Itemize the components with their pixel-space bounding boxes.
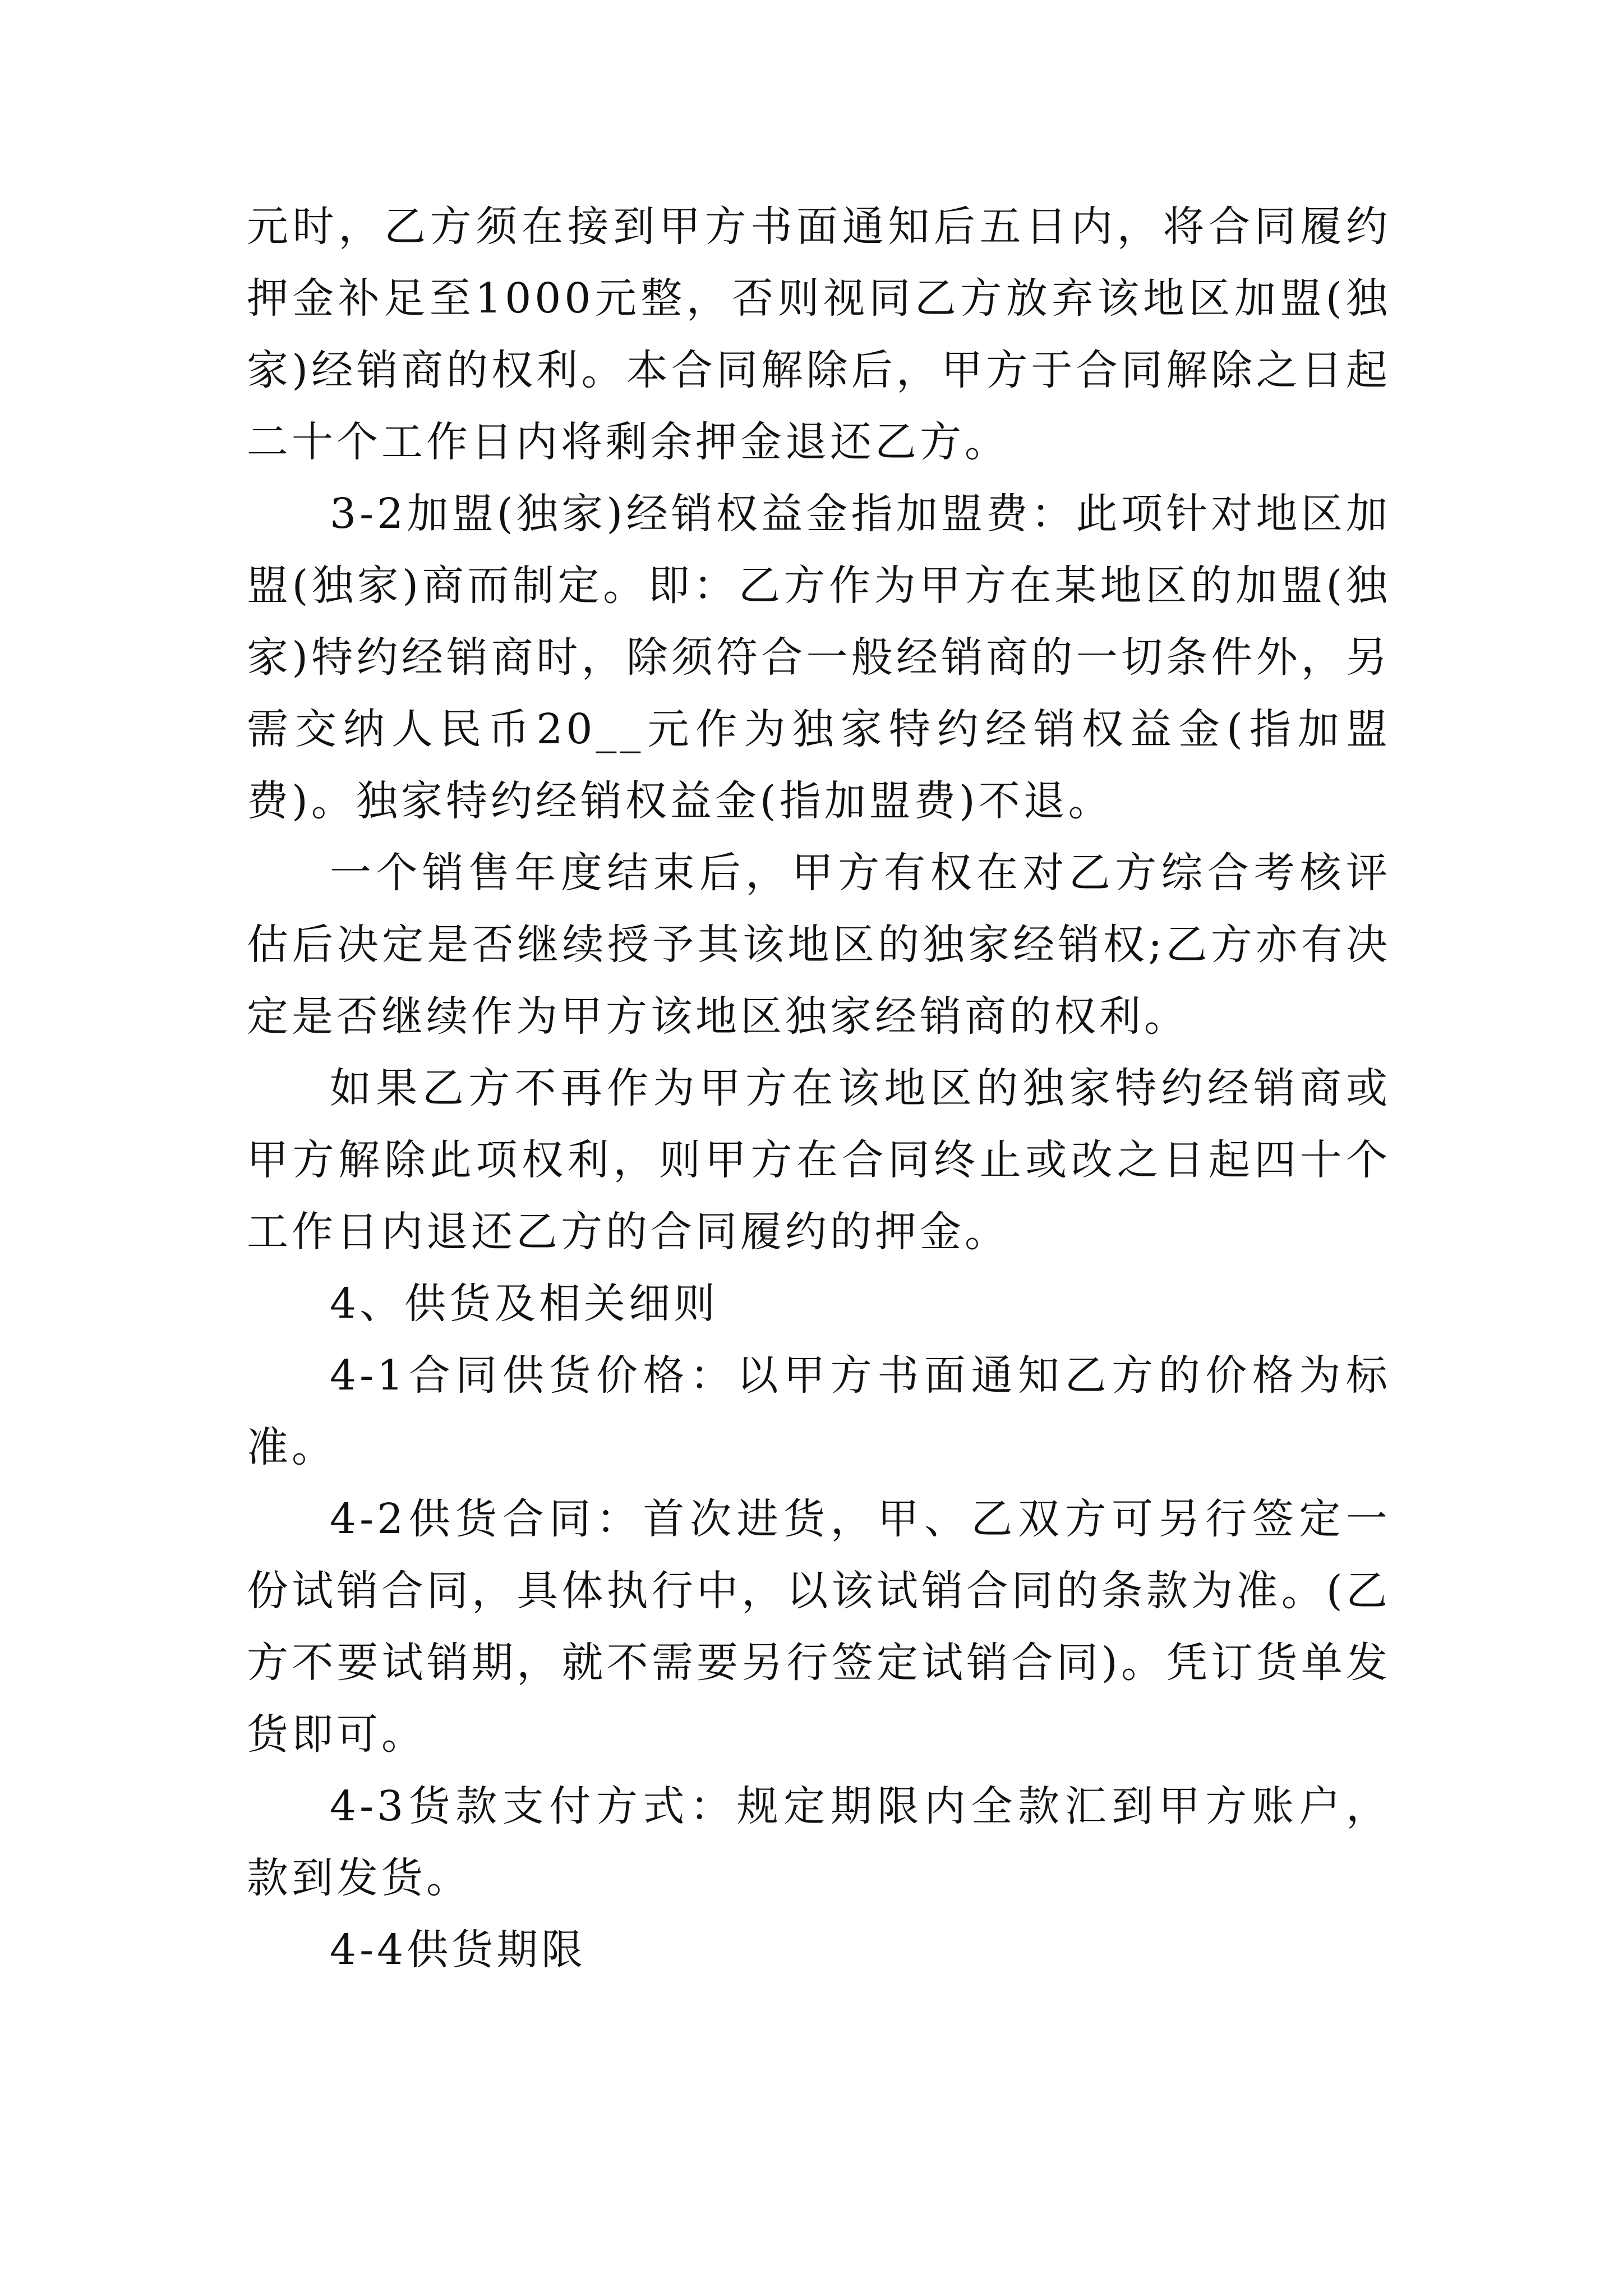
paragraph-payment-method: 4-3货款支付方式：规定期限内全款汇到甲方账户，款到发货。 (247, 1782, 1391, 1902)
paragraph-deposit-continuation: 元时，乙方须在接到甲方书面通知后五日内，将合同履约押金补足至1000元整，否则视同乙方放弃该地区加盟(独家)经销商的权利。本合同解除后，甲方于合同解除之日起二十个工作日内将剩余押金退还乙方。 (247, 203, 1391, 466)
paragraph-franchise-fee: 3-2加盟(独家)经销权益金指加盟费：此项针对地区加盟(独家)商而制定。即：乙方作为甲方在某地区的加盟(独家)特约经销商时，除须符合一般经销商的一切条件外，另需交纳人民币20__元作为独家特约经销权益金(指加盟费)。独家特约经销权益金(指加盟费)不退。 (247, 490, 1391, 825)
section-heading-supply: 4、供货及相关细则 (330, 1280, 719, 1328)
paragraph-supply-price: 4-1合同供货价格：以甲方书面通知乙方的价格为标准。 (247, 1351, 1391, 1471)
paragraph-supply-period: 4-4供货期限 (330, 1926, 587, 1974)
paragraph-deposit-refund: 如果乙方不再作为甲方在该地区的独家特约经销商或甲方解除此项权利，则甲方在合同终止或改之日起四十个工作日内退还乙方的合同履约的押金。 (247, 1064, 1391, 1256)
paragraph-annual-review: 一个销售年度结束后，甲方有权在对乙方综合考核评估后决定是否继续授予其该地区的独家经销权;乙方亦有决定是否继续作为甲方该地区独家经销商的权利。 (247, 849, 1391, 1041)
paragraph-supply-contract: 4-2供货合同：首次进货，甲、乙双方可另行签定一份试销合同，具体执行中，以该试销合同的条款为准。(乙方不要试销期，就不需要另行签定试销合同)。凭订货单发货即可。 (247, 1495, 1391, 1759)
document-body (247, 191, 1391, 1986)
